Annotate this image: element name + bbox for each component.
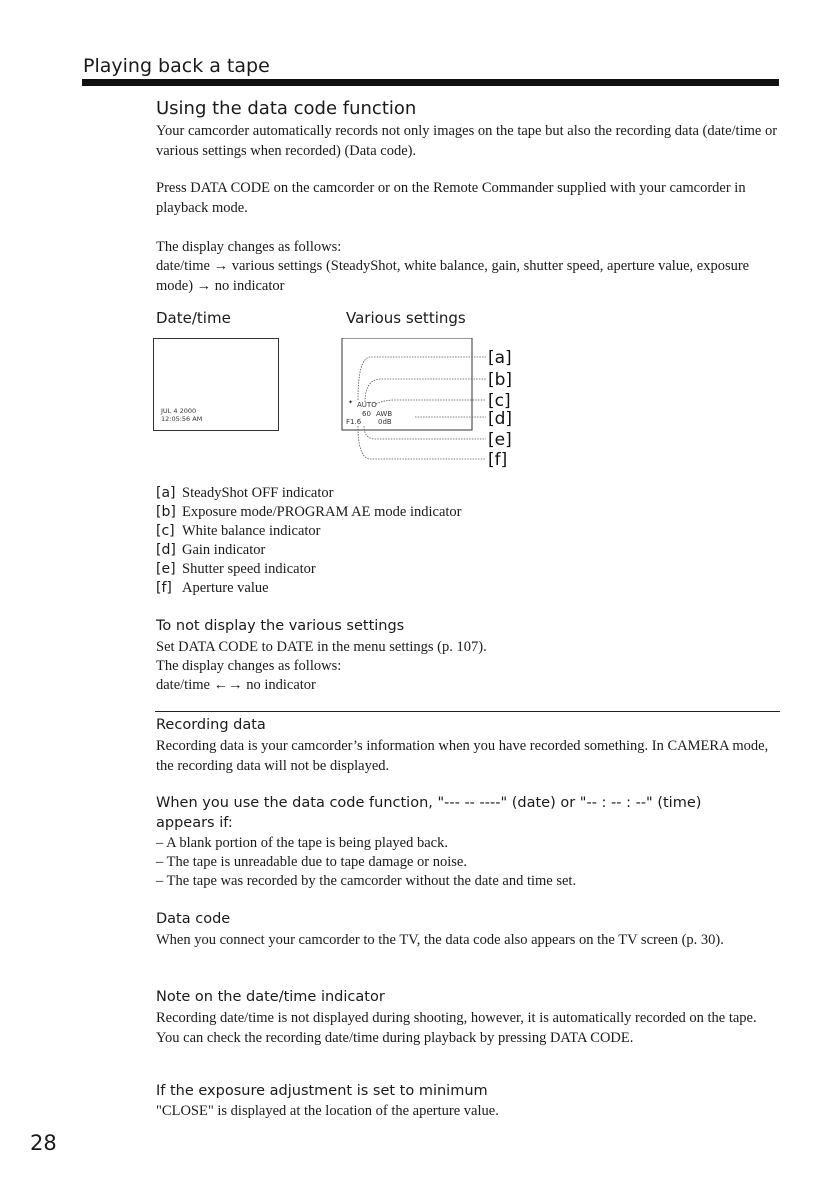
datetime-screen-figure (153, 338, 279, 431)
legend-key: [b] (156, 504, 176, 520)
note-heading: Note on the date/time indicator (156, 989, 385, 1005)
legend-key: [d] (156, 542, 176, 558)
settings-figure-label: Various settings (346, 309, 466, 327)
recording-data-heading: Recording data (156, 717, 266, 733)
note-text: Recording date/time is not displayed during shooting, however, it is automatically recorded on the tape. You can check the recording date/time during playback by pressing DATA CODE. (156, 1010, 757, 1046)
list-item: – A blank portion of the tape is being played back. (156, 835, 448, 851)
leader-f (358, 426, 486, 459)
legend-text: Shutter speed indicator (182, 561, 316, 577)
legend-text: White balance indicator (182, 523, 321, 539)
datetime-figure-label: Date/time (156, 309, 231, 327)
settings-diagram (340, 338, 540, 468)
osd-awb: AWB (376, 410, 393, 418)
callout-f: [f] (488, 450, 508, 468)
not-display-line-3: date/time ←→ no indicator (156, 677, 316, 693)
legend-item (156, 503, 462, 522)
legend-text: Gain indicator (182, 542, 266, 558)
when-use-heading-line-2: appears if: (156, 815, 233, 831)
exposure-heading: If the exposure adjustment is set to minimum (156, 1083, 488, 1099)
steadyshot-off-icon: ✦ (348, 399, 354, 406)
osd-aperture: F1.6 (346, 418, 362, 426)
osd-auto: AUTO (357, 401, 377, 409)
legend-item (156, 522, 321, 541)
legend-text: Aperture value (182, 580, 269, 596)
legend-key: [e] (156, 561, 176, 577)
section-title: Using the data code function (156, 98, 417, 119)
lcd-date: JUL 4 2000 (161, 407, 197, 415)
press-paragraph: Press DATA CODE on the camcorder or on the Remote Commander supplied with your camcorder in playback mode. (156, 180, 746, 216)
recording-data-text: Recording data is your camcorder’s information when you have recorded something. In CAMERA mode, the recording data will not be displayed. (156, 738, 769, 774)
legend-item (156, 560, 316, 579)
list-item: – The tape was recorded by the camcorder without the date and time set. (156, 873, 577, 889)
not-display-heading: To not display the various settings (156, 618, 405, 634)
sequence-text: date/time → various settings (SteadyShot, white balance, gain, shutter speed, aperture value, exposure mode) → no indicator (156, 258, 750, 294)
leader-e (364, 426, 486, 439)
legend-key: [f] (156, 580, 172, 596)
legend-item (156, 541, 265, 560)
legend-key: [a] (156, 485, 176, 501)
callout-d: [d] (488, 409, 513, 429)
section-header: Playing back a tape (83, 55, 270, 77)
leader-a (358, 357, 486, 400)
callout-c: [c] (488, 391, 511, 411)
legend-item (156, 484, 333, 503)
exposure-text: "CLOSE" is displayed at the location of the aperture value. (156, 1103, 499, 1119)
callout-e: [e] (488, 430, 512, 450)
callout-a: [a] (488, 348, 512, 368)
data-code-heading: Data code (156, 911, 231, 927)
legend-text: Exposure mode/PROGRAM AE mode indicator (182, 504, 462, 520)
lcd-time: 12:05:56 AM (161, 415, 203, 423)
not-display-line-2: The display changes as follows: (156, 658, 342, 674)
callout-b: [b] (488, 370, 513, 390)
leader-c (376, 400, 486, 404)
legend-key: [c] (156, 523, 175, 539)
list-item: – The tape is unreadable due to tape damage or noise. (156, 854, 467, 870)
osd-shutter: 60 (362, 410, 371, 418)
section-divider (155, 711, 780, 712)
page-number: 28 (30, 1131, 57, 1155)
data-code-text: When you connect your camcorder to the TV, the data code also appears on the TV screen (p. 30). (156, 932, 724, 948)
intro-paragraph: Your camcorder automatically records not only images on the tape but also the recording data (date/time or various settings when recorded) (Data code). (156, 123, 778, 159)
when-use-heading-line-1: When you use the data code function, "--- -- ----" (date) or "-- : -- : --" (time) (156, 795, 702, 811)
legend-text: SteadyShot OFF indicator (182, 485, 334, 501)
header-rule (82, 79, 779, 86)
osd-gain: 0dB (378, 418, 392, 426)
legend-item (156, 579, 269, 598)
leader-b (365, 379, 486, 402)
display-changes-text: The display changes as follows: (156, 239, 342, 255)
not-display-line-1: Set DATA CODE to DATE in the menu settings (p. 107). (156, 639, 487, 655)
